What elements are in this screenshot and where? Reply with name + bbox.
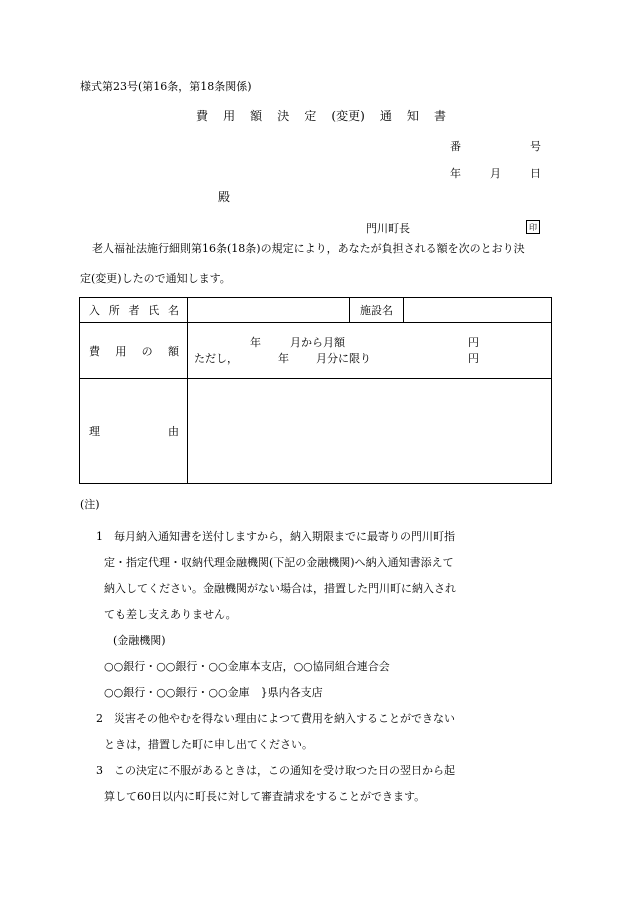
notes-heading: (注) bbox=[80, 498, 100, 511]
cost-proviso-prefix: ただし， bbox=[194, 351, 238, 365]
title-char: 額 bbox=[250, 109, 263, 123]
date-day: 日 bbox=[530, 167, 541, 180]
resident-row bbox=[80, 298, 552, 323]
note-3-number: 3 bbox=[96, 764, 103, 777]
intro-line-1: 老人福祉法施行細則第16条(18条)の規定により，あなたが負担される額を次のとおり決 bbox=[92, 242, 525, 255]
title-char: 書 bbox=[433, 109, 446, 123]
reason-label-cell bbox=[80, 379, 188, 484]
cost-label-char: 費 bbox=[89, 344, 100, 358]
cost-label-char: の bbox=[141, 344, 153, 358]
title-char: 用 bbox=[223, 109, 236, 123]
reason-label-char: 由 bbox=[168, 425, 179, 438]
cost-limited-year-label: 年 bbox=[278, 351, 289, 365]
resident-label-char: 氏 bbox=[148, 304, 160, 317]
note-1-line-3: 納入してください。金融機関がない場合は，措置した門川町に納入され bbox=[104, 582, 456, 595]
title-char: 知 bbox=[406, 109, 419, 123]
note-1-line-2: 定・指定代理・収納代理金融機関(下記の金融機関)へ納入通知書添えて bbox=[104, 556, 454, 569]
title-char: 決 bbox=[277, 109, 290, 123]
title-char: (変更) bbox=[331, 109, 365, 123]
cost-label-cell bbox=[80, 323, 188, 379]
reason-field[interactable] bbox=[188, 379, 552, 484]
note-1-line-4: ても差し支えありません。 bbox=[104, 608, 237, 621]
title-char: 通 bbox=[379, 109, 392, 123]
note-2-number: 2 bbox=[96, 712, 103, 725]
note-3-text: この決定に不服があるときは，この通知を受け取つた日の翌日から起 bbox=[114, 764, 455, 777]
resident-label-char: 者 bbox=[128, 304, 140, 317]
facility-label: 施設名 bbox=[350, 298, 404, 323]
document-title bbox=[196, 109, 446, 123]
cost-label-char: 額 bbox=[167, 344, 179, 358]
date-year: 年 bbox=[450, 167, 461, 180]
resident-label-cell bbox=[80, 298, 188, 323]
facility-name-field[interactable] bbox=[404, 298, 552, 323]
seal-mark: 印 bbox=[526, 220, 540, 234]
note-1-line-1 bbox=[96, 530, 455, 544]
cost-row bbox=[80, 323, 552, 379]
resident-name-field[interactable] bbox=[188, 298, 350, 323]
note-2-line-2: ときは，措置した町に申し出てください。 bbox=[104, 738, 313, 751]
cost-label-char: 用 bbox=[115, 344, 127, 358]
cost-line-limited bbox=[188, 351, 551, 367]
bank-line-1: ○○銀行・○○銀行・○○金庫本支店，○○協同組合連合会 bbox=[104, 660, 390, 673]
note-2-line-1 bbox=[96, 712, 455, 726]
note-1-number: 1 bbox=[96, 530, 103, 543]
cost-line-monthly bbox=[188, 335, 551, 351]
cost-year-label: 年 bbox=[250, 335, 261, 349]
cost-yen-label: 円 bbox=[468, 335, 479, 349]
notice-table bbox=[79, 297, 552, 484]
resident-label-char: 所 bbox=[108, 304, 120, 317]
note-2-text: 災害その他やむを得ない理由によつて費用を納入することができない bbox=[114, 712, 455, 725]
bank-line-2: ○○銀行・○○銀行・○○金庫 }県内各支店 bbox=[104, 686, 323, 699]
reason-row bbox=[80, 379, 552, 484]
cost-amount-field[interactable] bbox=[188, 323, 552, 379]
bank-heading: (金融機関) bbox=[113, 634, 166, 647]
note-3-line-2: 算して60日以内に町長に対して審査請求をすることができます。 bbox=[104, 790, 426, 803]
title-char: 費 bbox=[196, 109, 209, 123]
cost-limited-yen-label: 円 bbox=[468, 351, 479, 365]
note-3-line-1 bbox=[96, 764, 455, 778]
number-suffix: 号 bbox=[530, 140, 541, 153]
addressee-suffix: 殿 bbox=[218, 190, 231, 204]
reason-label-char: 理 bbox=[89, 425, 100, 438]
issuer-name: 門川町長 bbox=[366, 222, 410, 235]
number-label: 番 bbox=[450, 140, 461, 153]
date-month: 月 bbox=[490, 167, 501, 180]
note-1-text: 毎月納入通知書を送付しますから，納入期限までに最寄りの門川町指 bbox=[114, 530, 455, 543]
title-char: 定 bbox=[304, 109, 317, 123]
intro-line-2: 定(変更)したので通知します。 bbox=[80, 272, 231, 285]
form-number: 様式第23号(第16条，第18条関係) bbox=[80, 80, 252, 93]
resident-label-char: 入 bbox=[89, 304, 100, 317]
cost-limited-month-text: 月分に限り bbox=[316, 351, 371, 365]
resident-label-char: 名 bbox=[168, 304, 179, 317]
cost-month-text: 月から月額 bbox=[290, 335, 345, 349]
